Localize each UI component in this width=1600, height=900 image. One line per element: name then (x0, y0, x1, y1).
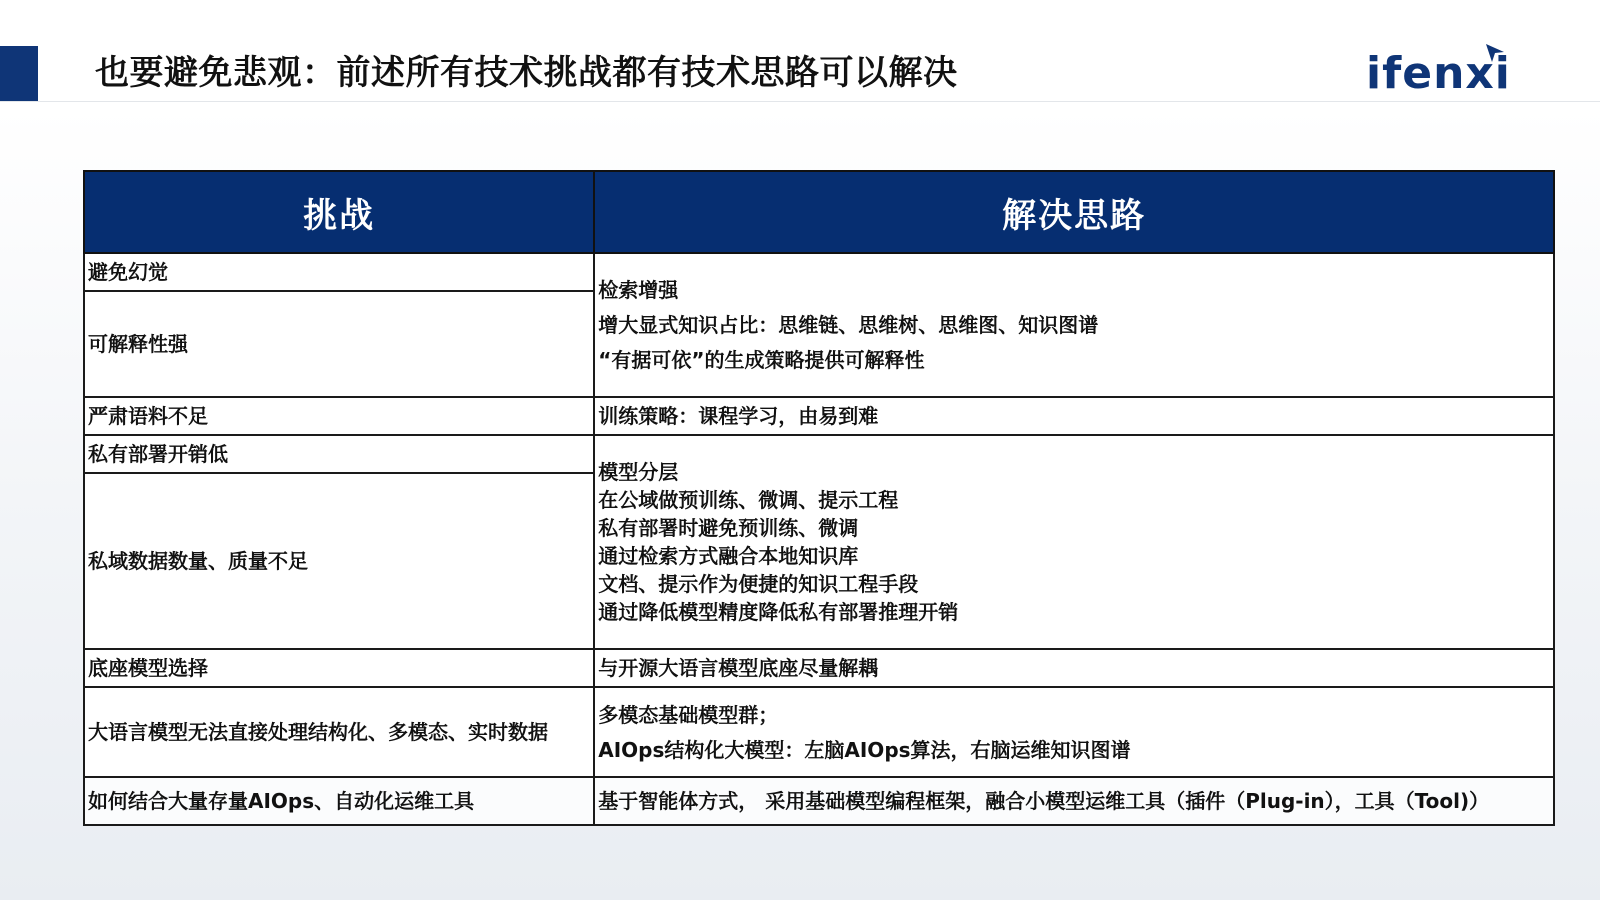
table-row (84, 253, 1554, 291)
challenge-cell: 大语言模型无法直接处理结构化、多模态、实时数据 (84, 687, 594, 777)
logo-text: ifenxi (1366, 48, 1511, 99)
challenge-cell: 避免幻觉 (84, 253, 594, 291)
challenge-solution-table (83, 170, 1555, 826)
header-divider (0, 101, 1600, 102)
solution-cell (594, 649, 1554, 687)
challenge-cell: 如何结合大量存量AIOps、自动化运维工具 (84, 777, 594, 825)
page-title: 也要避免悲观：前述所有技术挑战都有技术思路可以解决 (95, 53, 958, 93)
solution-line: 多模态基础模型群； (598, 702, 779, 727)
solution-cell (594, 253, 1554, 397)
challenge-cell: 底座模型选择 (84, 649, 594, 687)
table-row (84, 397, 1554, 435)
solution-line: 增大显式知识占比：思维链、思维树、思维图、知识图谱 (598, 313, 1099, 337)
logo-arrow-icon (1484, 42, 1506, 64)
solution-line: “有据可依”的生成策略提供可解释性 (598, 348, 925, 372)
solution-line: 模型分层 (598, 460, 679, 484)
column-header-challenge: 挑战 (84, 171, 594, 253)
solution-line: 私有部署时避免预训练、微调 (598, 516, 859, 540)
solution-line: 文档、提示作为便捷的知识工程手段 (598, 572, 919, 596)
solution-cell (594, 687, 1554, 777)
solution-line: AIOps结构化大模型：左脑AIOps算法，右脑运维知识图谱 (598, 737, 1131, 762)
solution-cell (594, 397, 1554, 435)
table-row (84, 687, 1554, 777)
solution-line: 基于智能体方式， 采用基础模型编程框架，融合小模型运维工具（插件（Plug-in），工具（Tool)） (598, 789, 1490, 813)
table-row (84, 435, 1554, 473)
solution-cell (594, 777, 1554, 825)
challenge-cell: 严肃语料不足 (84, 397, 594, 435)
solution-line: 训练策略：课程学习，由易到难 (598, 404, 879, 428)
challenge-cell: 私有部署开销低 (84, 435, 594, 473)
solution-line: 通过降低模型精度降低私有部署推理开销 (598, 600, 959, 624)
solution-line: 在公域做预训练、微调、提示工程 (598, 488, 899, 512)
solution-line: 检索增强 (598, 278, 679, 302)
challenge-cell: 可解释性强 (84, 291, 594, 397)
solution-line: 与开源大语言模型底座尽量解耦 (598, 656, 879, 680)
table-row (84, 649, 1554, 687)
column-header-solution: 解决思路 (594, 171, 1554, 253)
ifenxi-logo (1366, 42, 1511, 102)
table-header-row (84, 171, 1554, 253)
table-row (84, 777, 1554, 825)
challenge-cell: 私域数据数量、质量不足 (84, 473, 594, 649)
solution-line: 通过检索方式融合本地知识库 (598, 544, 859, 568)
solution-cell (594, 435, 1554, 649)
accent-bar (0, 46, 38, 102)
